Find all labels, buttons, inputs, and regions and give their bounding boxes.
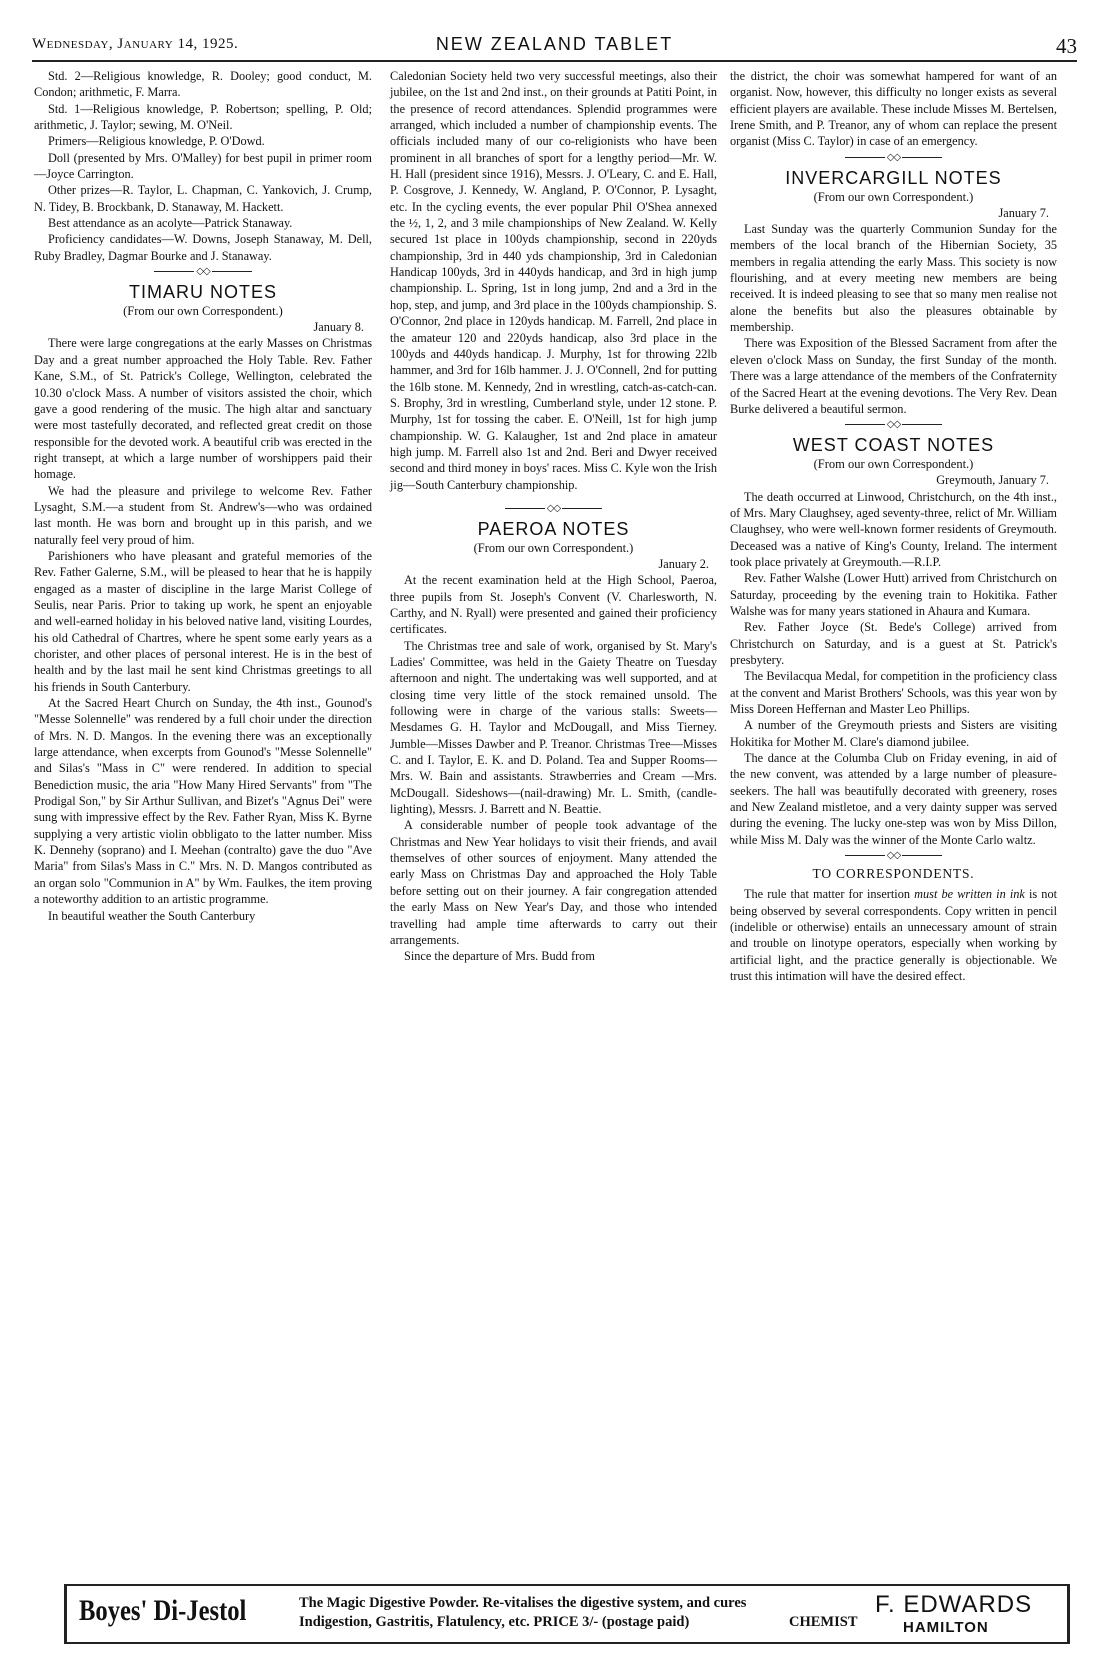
- paragraph: Other prizes—R. Taylor, L. Chapman, C. Yankovich, J. Crump, N. Tidey, B. Brockbank, D. Stanaway, M. Hackett.: [34, 183, 372, 214]
- page-number: 43: [1056, 34, 1077, 58]
- paragraph: At the Sacred Heart Church on Sunday, the 4th inst., Gounod's "Messe Solennelle" was rendered by a full choir under the direction of Mrs. N. D. Mangos. In the evening there was an exceptionally large attendance, when excerpts from Gounod's "Messe Solennelle" and Silas's "Mass in C" were rendered. In addition to special Benediction music, the aria "How Many Hired Servants" from "The Prodigal Son," by Sir Arthur Sullivan, and Bizet's "Agnus Dei" were sung with impressive effect by the Rev. Father Ryan, Miss K. Byrne supplying a very artistic violin obbligato to the latter number. Miss K. Dennehy (soprano) and I. Meehan (contralto) gave the duo "Ave Maria" from Silas's Mass in C." Mrs. N. D. Mangos contributed as an organ solo "Communion in A" by Wm. Faulkes, the item proving a noteworthy addition to an artistic programme.: [34, 696, 372, 907]
- paragraph: Std. 2—Religious knowledge, R. Dooley; good conduct, M. Condon; arithmetic, F. Marra.: [34, 69, 372, 100]
- paragraph: The rule that matter for insertion must be written in ink is not being observed by several correspondents. Copy written in pencil (indelible or otherwise) entails an unnecessary amount of strain and trouble on linotype operators, especially when working by artificial light, and the practice generally is objectionable. We trust this intimation will have the desired effect.: [730, 887, 1058, 984]
- paragraph: Proficiency candidates—W. Downs, Joseph Stanaway, M. Dell, Ruby Bradley, Dagmar Bourke and J. Stanaway.: [34, 232, 372, 263]
- masthead: [32, 30, 1077, 62]
- paragraph: Doll (presented by Mrs. O'Malley) for best pupil in primer room—Joyce Carrington.: [34, 150, 372, 182]
- dateline: January 7.: [998, 205, 1049, 220]
- ad-copy-line: The Magic Digestive Powder. Re-vitalises the digestive system, and cures: [299, 1595, 747, 1611]
- dateline: January 8.: [313, 320, 364, 335]
- paragraph: Caledonian Society held two very successful meetings, also their jubilee, on the 1st and 2nd inst., on their grounds at Patiti Point, in the presence of record attendances. Splendid programmes were arranged, which included a number of championship events. The officials included many of our co-religionists who have been prominent in all branches of sport for a lengthy period—Mr. W. H. Hall (president since 1916), Messrs. J. O'Leary, C. and E. Hall, P. Cosgrove, J. Kennedy, W. Angland, P. O'Connor, P. Lysaght, etc. In the cycling events, the ever popular Phil O'Shea annexed the ½, 1, 2, and 3 mile championships of New Zealand. W. Kelly secured 1st place in 100yds championship, second in 220yds championship, 3rd in 440 yds championship, 3rd in Caledonian Handicap 100yds, 3rd in 440yds handicap, and 3rd in high jump championship. L. Spring, 1st in long jump, 2nd and a 3rd in the hop, step, and jump, and 3rd place in the 100yds championship. S. O'Connor, 2nd place in 120yds handicap. M. Farrell, 2nd place in the amateur 120 and 220yds handicap, also 3rd place in the 100yds and 440yds handicap. J. Murphy, 1st for throwing 22lb hammer, and 3rd for 16lb hammer. J. J. O'Connell, 2nd for putting the 16lb stone. M. Kennedy, 2nd in wrestling, catch-as-catch-can. S. Brophy, 3rd in wrestling, Cumberland style, under 12 stone. P. Murphy, 1st for tossing the caber. E. O'Neill, 1st for high jump championship. W. G. Kalaugher, 1st and 2nd place in amateur high jump. M. Farrell also 1st and 2nd. Beri and Dwyer received second and third money in boys' races. Miss C. Kyle won the Irish jig—South Canterbury championship.: [390, 69, 717, 492]
- section-divider: ◇◇: [390, 503, 717, 515]
- section-heading-paeroa: PAEROA NOTES: [477, 518, 630, 539]
- paragraph: We had the pleasure and privilege to welcome Rev. Father Lysaght, S.M.—a student from St. Andrew's—who was ordained last month. He was born and brought up in this parish, and we naturally feel very proud of him.: [34, 483, 372, 547]
- ad-advertiser-name: F. EDWARDS: [875, 1591, 1033, 1618]
- paragraph: Since the departure of Mrs. Budd from: [404, 949, 595, 964]
- paragraph: The dance at the Columba Club on Friday evening, in aid of the new convent, was attended by a large number of pleasure-seekers. The hall was beautifully decorated with greenery, roses and New Zealand mistletoe, and a very dainty supper was served during the evening. The lucky one-step was won by Miss Dillon, while Miss M. Daly was the winner of the Monte Carlo waltz.: [730, 751, 1057, 847]
- section-heading-to-correspondents: TO CORRESPONDENTS.: [812, 866, 975, 882]
- paragraph: Rev. Father Walshe (Lower Hutt) arrived from Christchurch on Saturday, proceeding by the evening train to Hokitika. Father Walshe was for many years stationed in Ahaura and Kumara.: [730, 571, 1057, 618]
- issue-date: Wednesday, January 14, 1925.: [32, 36, 239, 52]
- paragraph: A number of the Greymouth priests and Sisters are visiting Hokitika for Mother M. Clare's diamond jubilee.: [730, 718, 1057, 749]
- paragraph: Best attendance as an acolyte—Patrick Stanaway.: [48, 216, 293, 231]
- column-3: [730, 68, 1057, 985]
- newspaper-title: NEW ZEALAND TABLET: [435, 34, 674, 54]
- ad-chemist-label: CHEMIST: [789, 1614, 858, 1630]
- paragraph: The death occurred at Linwood, Christchurch, on the 4th inst., of Mrs. Mary Claughsey, aged seventy-three, relict of Mr. William Claughsey, who were well-known former residents of Greymouth. Deceased was a native of King's County, Ireland. The interment took place privately at Greymouth.—R.I.P.: [730, 489, 1057, 569]
- paragraph: The Christmas tree and sale of work, organised by St. Mary's Ladies' Committee, was held in the Gaiety Theatre on Tuesday afternoon and night. The undertaking was well supported, and at closing time very little of the stock remained unsold. The following were in charge of the various stalls: Sweets—Mesdames G. H. Taylor and McDougall, and Miss Tierney. Jumble—Misses Dawber and P. Treanor. Christmas Tree—Misses C. and I. Taylor, E. K. and D. Poland. Tea and Supper Rooms—Mrs. W. Bain and assistants. Strawberries and Cream —Mrs. McDougall. Sideshows—(nail-drawing) Mr. L. Smith, (candle-lighting), Messrs. J. Barrett and N. Beattie.: [390, 638, 717, 817]
- paragraph: Last Sunday was the quarterly Communion Sunday for the members of the local branch of the Hibernian Society, 35 members in regalia attending the early Mass. This society is now flourishing, and at every meeting new members are being received. It is indeed pleasing to see that so many men realise not alone the benefits but also the pleasures obtainable by membership.: [730, 222, 1057, 335]
- column-2: [390, 68, 717, 965]
- section-subhead: (From our own Correspondent.): [813, 189, 974, 204]
- section-heading-invercargill: INVERCARGILL NOTES: [785, 167, 1002, 188]
- paragraph: Std. 1—Religious knowledge, P. Robertson; spelling, P. Old; arithmetic, J. Taylor; sewing, M. O'Neil.: [34, 101, 372, 133]
- paragraph: Rev. Father Joyce (St. Bede's College) arrived from Christchurch on Saturday, and is a guest at St. Patrick's presbytery.: [730, 620, 1057, 667]
- paragraph: Parishioners who have pleasant and grateful memories of the Rev. Father Galerne, S.M., will be pleased to hear that he is happily engaged as a master of discipline in the large Marist College of Seulis, near Paris. Prior to taking up work, he spent an enjoyable and well-earned holiday in his beloved native land, visiting Lourdes, his old Cathedral of Chartres, where he spent some early years as a chorister, and other places of personal interest. He is in the best of health and by the last mail he sent kind Christmas greetings to all his friends in South Canterbury.: [34, 548, 372, 694]
- section-subhead: (From our own Correspondent.): [813, 457, 974, 472]
- ad-brand-name: Boyes' Di-Jestol: [79, 1594, 247, 1627]
- paragraph: The Bevilacqua Medal, for competition in the proficiency class at the convent and Marist Brothers' Schools, was this year won by Miss Doreen Heffernan and Master Leo Phillips.: [730, 669, 1057, 716]
- paragraph: There was Exposition of the Blessed Sacrament from after the eleven o'clock Mass on Sunday, the first Sunday of the month. There was a large attendance of the members of the Confraternity of the Sacred Heart at the evening devotions. The Very Rev. Dean Burke delivered a beautiful sermon.: [730, 336, 1057, 416]
- section-heading-timaru: TIMARU NOTES: [128, 282, 277, 303]
- paragraph: A considerable number of people took advantage of the Christmas and New Year holidays to visit their friends, and avail themselves of other sources of enjoyment. Many attended the early Mass on Christmas Day and approached the Holy Table before setting out on their journey. A fair congregation attended the early Mass on New Year's Day, and those who intended travelling had ample time afterwards to carry out their arrangements.: [390, 818, 717, 947]
- paragraph: the district, the choir was somewhat hampered for want of an organist. Now, however, this difficulty no longer exists as several efficient players are available. These include Misses M. Bertelsen, Irene Smith, and P. Treanor, any of whom can replace the present organist (Miss C. Taylor) in case of an emergency.: [730, 69, 1057, 149]
- dateline: January 2.: [658, 556, 709, 571]
- dateline: Greymouth, January 7.: [936, 473, 1049, 488]
- section-divider: ◇◇: [730, 850, 1057, 862]
- section-divider: ◇◇: [34, 266, 372, 278]
- paragraph: Primers—Religious knowledge, P. O'Dowd.: [48, 134, 265, 149]
- ad-advertiser-town: HAMILTON: [903, 1619, 989, 1636]
- paragraph: In beautiful weather the South Canterbury: [48, 908, 256, 923]
- column-1: [34, 68, 372, 924]
- ad-copy-line: Indigestion, Gastritis, Flatulency, etc. PRICE 3/- (postage paid): [299, 1614, 690, 1630]
- paragraph: At the recent examination held at the High School, Paeroa, three pupils from St. Joseph's Convent (V. Charlesworth, N. Carthy, and N. Ryall) were presented and gained their proficiency certificates.: [390, 573, 717, 637]
- section-divider: ◇◇: [730, 152, 1057, 164]
- paragraph: There were large congregations at the early Masses on Christmas Day and a great number approached the Holy Table. Rev. Father Kane, S.M., of St. Patrick's College, Wellington, celebrated the 10.30 o'clock Mass. A number of visitors assisted the choir, which gave a good rendering of the music. The high altar and sanctuary were most tastefully decorated, and reflected great credit on those responsible for the devoted work. A beautiful crib was erected in the right transept, at which a large number of worshippers paid their homage.: [34, 336, 372, 482]
- section-subhead: (From our own Correspondent.): [123, 304, 283, 319]
- advertisement-box: [64, 1584, 1070, 1644]
- section-subhead: (From our own Correspondent.): [473, 540, 634, 555]
- section-heading-west-coast: WEST COAST NOTES: [792, 435, 995, 456]
- section-divider: ◇◇: [730, 419, 1057, 431]
